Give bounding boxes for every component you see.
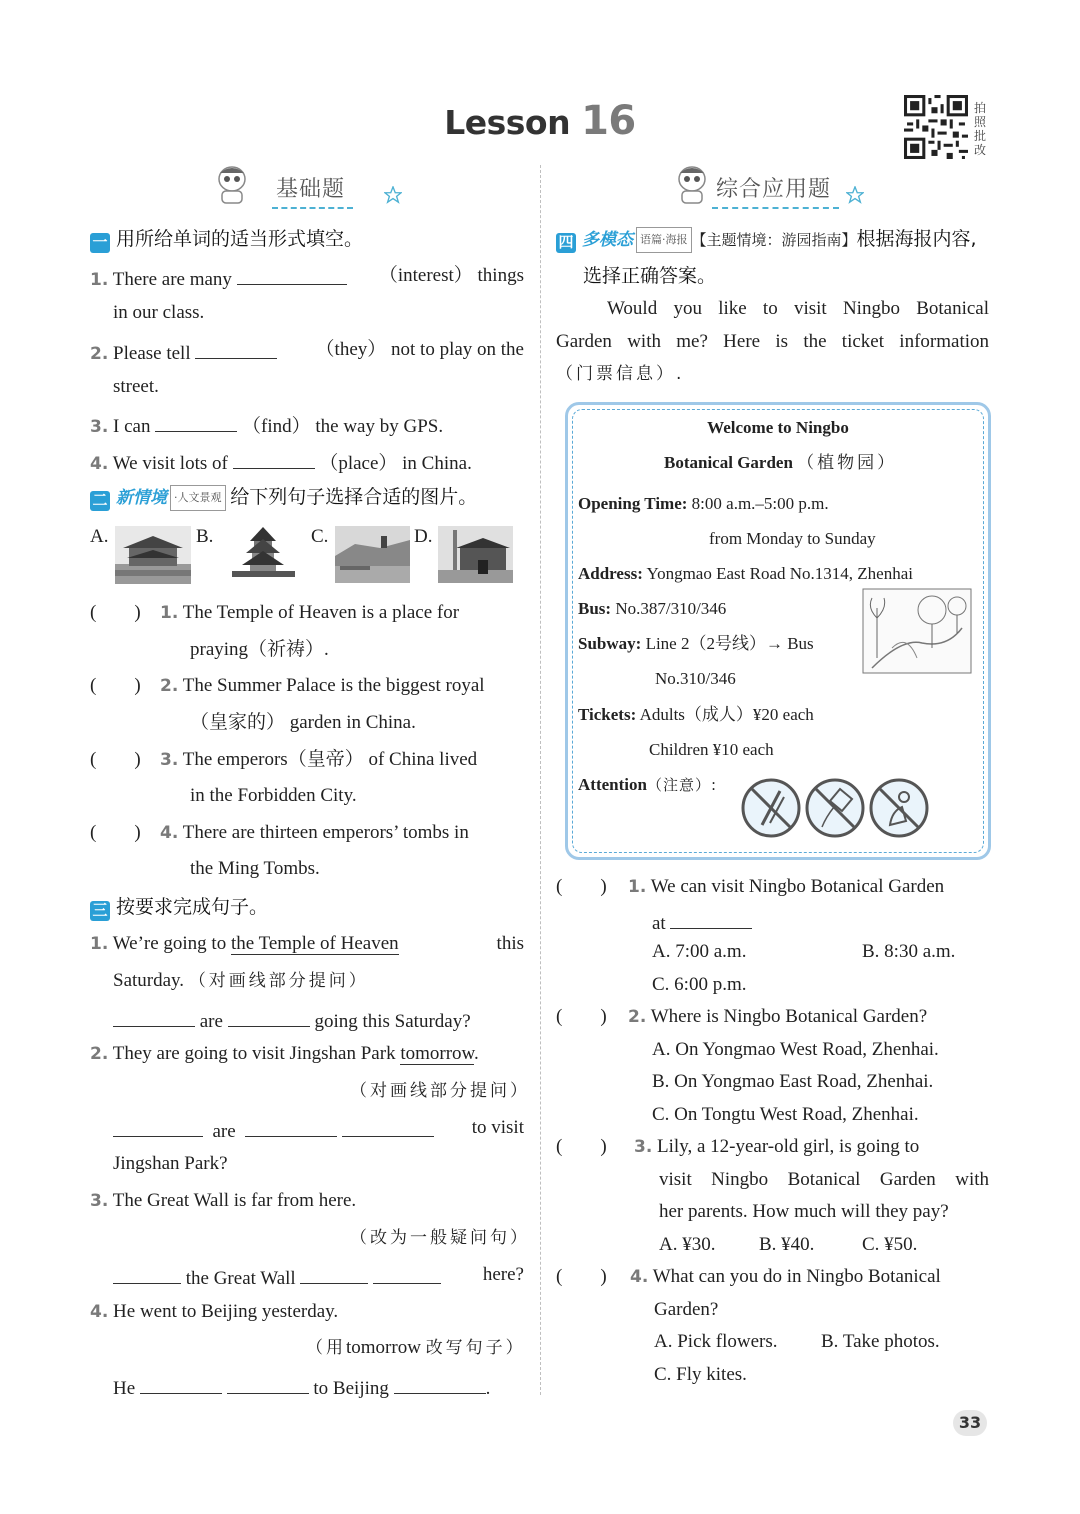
ming-tombs-image[interactable] [438,526,513,583]
answer-blank[interactable] [113,1006,195,1027]
intro-line-2: Garden with me? Here is the ticket information [556,331,989,352]
part3-q4: 4. He went to Beijing yesterday. [90,1301,339,1322]
subway-route-cont: No.310/346 [655,669,736,688]
answer-paren[interactable]: ( ) [556,1006,607,1027]
answer-paren[interactable]: ( ) [556,1266,607,1287]
part4-q3-cont-2: her parents. How much will they pay? [659,1201,949,1222]
opening-days: from Monday to Sunday [709,529,876,548]
part3-q2: 2. They are going to visit Jingshan Park tomorrow. [90,1043,479,1064]
part4-q4: ( ) 4. What can you do in Ningbo Botanical [556,1266,941,1287]
part1-item-2-cont: street. [113,376,159,397]
part2-item-4-cont: the Ming Tombs. [190,858,320,879]
garden-sketch-image [862,588,972,674]
part3-q2-note: （对画线部分提问） [350,1081,530,1101]
picture-label-c: C. [311,526,329,547]
part2-item-1-cont: praying（祈祷）. [190,639,329,660]
part2-item-3-cont: in the Forbidden City. [190,785,357,806]
answer-paren[interactable]: ( ) [90,749,141,770]
address: Yongmao East Road No.1314, Zhenhai [646,564,913,583]
part4-q2: ( ) 2. Where is Ningbo Botanical Garden? [556,1006,928,1027]
part4-q3: ( ) 3. Lily, a 12-year-old girl, is going to [556,1136,920,1157]
q2-option-c[interactable]: C. On Tongtu West Road, Zhenhai. [652,1104,919,1125]
answer-blank[interactable] [342,1116,434,1137]
part3-heading: 三 按要求完成句子。 [90,895,268,921]
no-picking-flowers-icon [740,777,802,839]
mascot-icon [212,163,252,205]
bus-routes: No.387/310/346 [615,599,727,618]
part1-item-4: 4. We visit lots of （place） in China. [90,448,472,476]
part4-q1: ( ) 1. We can visit Ningbo Botanical Garden [556,876,945,897]
ticket-price-children: Children ¥10 each [649,740,774,759]
q2-option-a[interactable]: A. On Yongmao West Road, Zhenhai. [652,1039,939,1060]
answer-paren[interactable]: ( ) [556,876,607,897]
answer-paren[interactable]: ( ) [90,822,141,843]
star-icon [846,186,864,204]
part4-q1-cont: at [652,908,752,936]
subway-route: Line 2（2号线）→ Bus [645,634,814,653]
answer-blank[interactable] [228,1006,310,1027]
answer-blank[interactable] [155,411,237,432]
answer-blank[interactable] [195,338,277,359]
answer-paren[interactable]: ( ) [90,675,141,696]
q4-option-b[interactable]: B. Take photos. [821,1331,940,1352]
basic-section-header: 基础题 [276,172,345,203]
picture-label-d: D. [414,526,433,547]
intro-line-1: Would you like to visit Ningbo Botanical [607,298,989,319]
part3-q2-answer-cont: Jingshan Park? [113,1153,228,1174]
part3-q1-cont: Saturday. （对画线部分提问） [113,970,369,991]
answer-blank[interactable] [300,1263,368,1284]
q2-option-b[interactable]: B. On Yongmao East Road, Zhenhai. [652,1071,934,1092]
part4-heading: 四 多模态 语篇·海报 【主题情境：游园指南】根据海报内容, [556,227,977,253]
answer-paren[interactable]: ( ) [90,602,141,623]
part3-q2-answer: are to visit [113,1116,524,1144]
summer-palace-image[interactable] [335,526,410,583]
part1-item-3: 3. I can （find） the way by GPS. [90,411,443,439]
part2-item-1: ( ) 1. The Temple of Heaven is a place for [90,602,460,623]
part3-q1-answer: are going this Saturday? [113,1006,471,1034]
poster-title-2: Botanical Garden [664,453,793,472]
answer-blank[interactable] [670,908,752,929]
q4-option-c[interactable]: C. Fly kites. [654,1364,747,1385]
answer-blank[interactable] [113,1263,181,1284]
ticket-price-adults: Adults（成人）¥20 each [639,705,814,724]
part4-q4-cont: Garden? [654,1299,719,1320]
part2-heading: 二 新情境 ·人文景观 给下列句子选择合适的图片。 [90,485,477,511]
part3-q3-answer: the Great Wall here? [113,1263,524,1291]
answer-blank[interactable] [113,1116,203,1137]
answer-blank[interactable] [394,1373,486,1394]
part1-item-1-cont: in our class. [113,302,205,323]
part4-heading-cont: 选择正确答案。 [583,265,717,287]
part2-item-4: ( ) 4. There are thirteen emperors’ tombs in [90,822,469,843]
temple-of-heaven-image[interactable] [222,523,305,583]
applied-section-header: 综合应用题 [716,172,831,203]
part2-item-3: ( ) 3. The emperors（皇帝） of China lived [90,749,478,770]
q1-option-a[interactable]: A. 7:00 a.m. [652,941,747,962]
opening-time: 8:00 a.m.–5:00 p.m. [691,494,829,513]
part3-q4-answer: He to Beijing . [113,1373,490,1401]
qr-code-icon[interactable] [904,95,968,159]
part2-item-2-cont: （皇家的） garden in China. [190,712,416,733]
q4-option-a[interactable]: A. Pick flowers. [654,1331,778,1352]
forbidden-city-image[interactable] [115,526,191,584]
part3-q4-note: （用tomorrow 改写句子） [306,1337,526,1358]
page-title: Lesson 16 [444,98,636,144]
no-flying-kites-icon [804,777,866,839]
picture-label-b: B. [196,526,214,547]
part2-item-2: ( ) 2. The Summer Palace is the biggest royal [90,675,485,696]
page-number: 33 [953,1410,987,1436]
q3-option-a[interactable]: A. ¥30. [659,1234,716,1255]
part3-q3: 3. The Great Wall is far from here. [90,1190,357,1211]
part1-item-1: 1. There are many （interest） things [90,265,524,290]
part1-heading: 一 用所给单词的适当形式填空。 [90,227,363,253]
answer-blank[interactable] [373,1263,441,1284]
ticket-poster: Welcome to Ningbo Botanical Garden （植物园） Opening Time: 8:00 a.m.–5:00 p.m. from Monday to Sunday Address: Yongmao East Road No.1314, Zhenhai Bus: No.387/310/346 Subway: Line 2（2号线）→ Bus No.310/346 Tickets: Adults（成人）¥20 each Children ¥10 each Attention（注意）: [565,402,991,860]
answer-blank[interactable] [233,448,315,469]
answer-blank[interactable] [237,264,347,285]
mascot-icon [672,163,712,205]
picture-label-a: A. [90,526,109,547]
answer-blank[interactable] [245,1116,337,1137]
intro-line-3: （门票信息）. [556,364,685,384]
part4-q3-cont: visit Ningbo Botanical Garden with [659,1169,989,1190]
answer-paren[interactable]: ( ) [556,1136,607,1157]
poster-title: Welcome to Ningbo [707,418,849,437]
column-divider [540,165,541,1395]
answer-blank[interactable] [140,1373,222,1394]
qr-caption: 拍照批改 [974,101,987,157]
q1-option-b[interactable]: B. 8:30 a.m. [862,941,956,962]
part3-q3-note: （改为一般疑问句） [350,1228,530,1248]
star-icon [384,186,402,204]
q3-option-b[interactable]: B. ¥40. [759,1234,815,1255]
part1-item-2: 2. Please tell （they） not to play on the [90,339,524,364]
q1-option-c[interactable]: C. 6:00 p.m. [652,974,747,995]
no-smoking-fire-icon [868,777,930,839]
part3-q1: 1. We’re going to the Temple of Heaven this [90,933,524,954]
answer-blank[interactable] [227,1373,309,1394]
q3-option-c[interactable]: C. ¥50. [862,1234,918,1255]
